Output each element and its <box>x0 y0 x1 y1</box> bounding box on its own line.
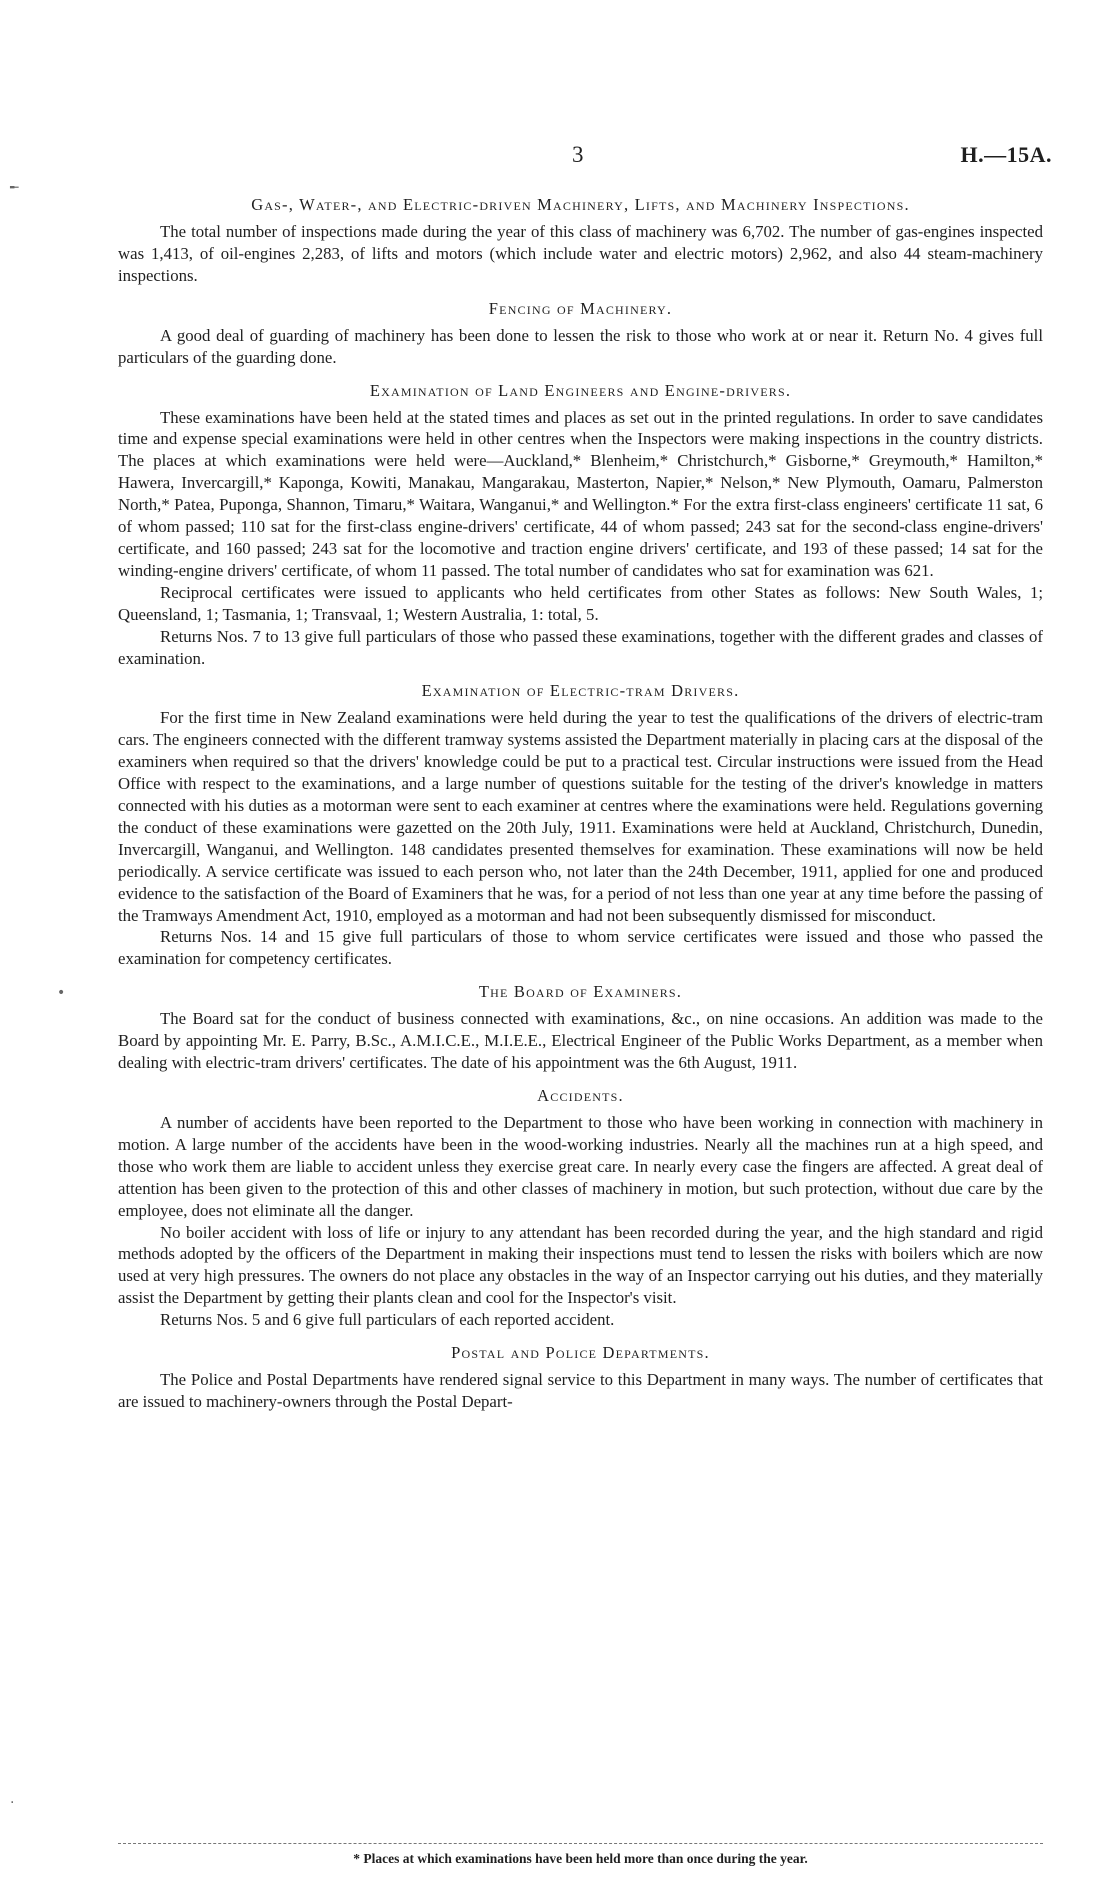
section-heading: Accidents. <box>537 1086 624 1105</box>
section-heading: Examination of Land Engineers and Engine-drivers. <box>369 380 792 400</box>
paragraph: The Police and Postal Departments have rendered signal service to this Department in many ways. The number of certificates that are issued to machinery-owners through the Postal Depart- <box>118 1370 1043 1411</box>
margin-mark: ╾ <box>10 180 19 196</box>
section-heading: Examination of Electric-tram Drivers. <box>421 681 740 701</box>
page-header <box>0 142 1114 172</box>
section-heading: The Board of Examiners. <box>478 982 683 1002</box>
section-heading: Postal and Police Departments. <box>451 1343 710 1363</box>
footnote-divider <box>118 1843 1043 1844</box>
footnote: * Places at which examinations have been held more than once during the year. <box>353 1851 808 1866</box>
paragraph: These examinations have been held at the stated times and places as set out in the printed regulations. In order to save candidates time and expense special examinations were held in other centres when the Inspectors were making inspections in the country districts. The places at which examinations were held were—Auckland,* Blenheim,* Christchurch,* Gisborne,* Greymouth,* Hamilton,* Hawera, Invercargill,* Kaponga, Kowiti, Manakau, Mangarakau, Masterton, Napier,* Nelson,* New Plymouth, Oamaru, Palmerston North,* Patea, Puponga, Shannon, Timaru,* Waitara, Wanganui,* and Wellington.* For the extra first-class engineers' certificate 11 sat, 6 of whom passed; 110 sat for the first-class engine-drivers' certificate, 44 of whom passed; 243 sat for the second-class engine-drivers' certificate, and 160 passed; 243 sat for the locomotive and traction engine drivers' certificate, and 193 of these passed; 14 sat for the winding-engine drivers' certificate, of whom 11 passed. The total number of candidates who sat for examination was 621. <box>118 407 1043 580</box>
paragraph: No boiler accident with loss of life or injury to any attendant has been recorded during the year, and the high standard and rigid methods adopted by the officers of the Department in making their inspections must tend to lessen the risks with boilers which are now used at very high pressures. The owners do not place any obstacles in the way of an Inspector carrying out his duties, and they materially assist the Department by getting their plants clean and cool for the Inspector's visit. <box>118 1222 1043 1308</box>
paragraph: Returns Nos. 14 and 15 give full particulars of those to whom service certificates were issued and those who passed the examination for competency certificates. <box>118 927 1043 969</box>
margin-mark: · <box>10 1795 15 1811</box>
document-reference: H.—15A. <box>960 142 1052 167</box>
paragraph: Returns Nos. 7 to 13 give full particulars of those who passed these examinations, together with the different grades and classes of examination. <box>118 626 1043 668</box>
paragraph: A number of accidents have been reported to the Department to those who have been working in connection with machinery in motion. A large number of the accidents have been in the wood-working industries. Nearly all the machines run at a high speed, and those who work them are liable to accident unless they exercise great care. In nearly every case the fingers are affected. A great deal of attention has been given to the protection of this and other classes of machinery in motion, but such protection, without due care by the employee, does not eliminate all the danger. <box>118 1113 1043 1220</box>
section-heading: Gas-, Water-, and Electric-driven Machinery, Lifts, and Machinery Inspections. <box>251 195 910 214</box>
paragraph: Reciprocal certificates were issued to applicants who held certificates from other States as follows: New South Wales, 1; Queensland, 1; Tasmania, 1; Transvaal, 1; Western Australia, 1: total, 5. <box>118 582 1043 624</box>
paragraph: The Board sat for the conduct of business connected with examinations, &c., on nine occasions. An addition was made to the Board by appointing Mr. E. Parry, B.Sc., A.M.I.C.E., M.I.E.E., Electrical Engineer of the Public Works Department, as a member when dealing with electric-tram drivers' certificates. The date of his appointment was the 6th August, 1911. <box>118 1009 1043 1073</box>
paragraph: Returns Nos. 5 and 6 give full particulars of each reported accident. <box>160 1310 615 1330</box>
paragraph: The total number of inspections made during the year of this class of machinery was 6,702. The number of gas-engines inspected was 1,413, of oil-engines 2,283, of lifts and motors (which include water and electric motors) 2,962, and also 44 steam-machinery inspections. <box>118 222 1043 285</box>
document-body <box>118 195 1043 1413</box>
page-number: 3 <box>572 142 584 167</box>
paragraph: For the first time in New Zealand examinations were held during the year to test the qualifications of the drivers of electric-tram cars. The engineers connected with the different tramway systems assisted the Department materially in placing cars at the disposal of the examiners when required so that the drivers' knowledge could be put to a practical test. Circular instructions were issued from the Head Office with respect to the examinations, and a large number of questions suitable for the testing of the driver's knowledge in matters connected with his duties as a motorman were sent to each examiner at centres where the examinations were held. Regulations governing the conduct of these examinations were gazetted on the 20th July, 1911. Examinations were held at Auckland, Christchurch, Dunedin, Invercargill, Wanganui, and Wellington. 148 candidates presented themselves for examination. These examinations will now be held periodically. A service certificate was issued to each person who, not later than the 24th December, 1911, applied for one and produced evidence to the satisfaction of the Board of Examiners that he was, for a period of not less than one year at any time before the passing of the Tramways Amendment Act, 1910, employed as a motorman and had not been subsequently dismissed for misconduct. <box>118 708 1043 925</box>
section-heading: Fencing of Machinery. <box>488 298 673 318</box>
paragraph: A good deal of guarding of machinery has been done to lessen the risk to those who work at or near it. Return No. 4 gives full particulars of the guarding done. <box>118 325 1043 367</box>
margin-mark: • <box>57 985 66 1001</box>
